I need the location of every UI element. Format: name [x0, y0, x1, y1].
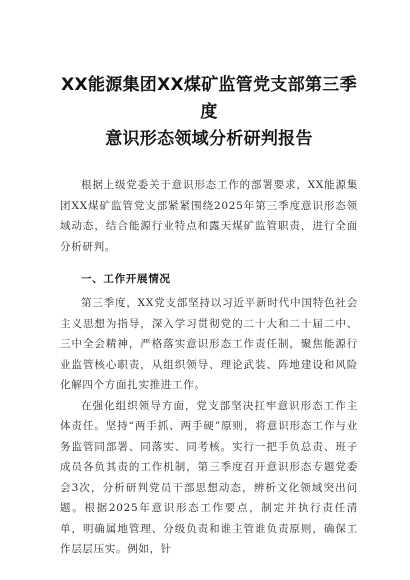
- section-paragraph: 在强化组织领导方面，党支部坚决扛牢意识形态工作主体责任。坚持“两手抓、两手硬”原则，将意识形态工作与业务监管同部署、同落实、同考核。实行一把手负总责、班子成员各负其责的工作机制，第三季度召开意识形态专题党委会3次，分析研判党员干部思想动态，辨析文化领域突出问题。根据2025年意识形态工作要点，制定并执行责任清单，明确属地管理、分级负责和谁主管谁负责原则，确保工作层层压实。例如，针: [60, 399, 358, 555]
- title-line-1: XX能源集团XX煤矿监管党支部第三季度: [61, 75, 357, 122]
- section-paragraph: 第三季度，XX党支部坚持以习近平新时代中国特色社会主义思想为指导，深入学习贯彻党的二十大和二十届二中、三中全会精神，严格落实意识形态工作责任制，聚焦能源行业监管核心职责，从组织领导、理论武装、阵地建设和风险化解四个方面扎实推进工作。: [60, 297, 358, 391]
- title-line-2: 意识形态领域分析研判报告: [105, 129, 313, 149]
- section-heading-work-progress: 一、工作开展情况: [81, 273, 171, 285]
- intro-paragraph: 根据上级党委关于意识形态工作的部署要求，XX能源集团XX煤矿监管党支部紧紧围绕2025年第三季度意识形态领域动态，结合能源行业特点和露天煤矿监管职责，进行全面分析研判。: [60, 179, 358, 253]
- document-title: [60, 72, 358, 153]
